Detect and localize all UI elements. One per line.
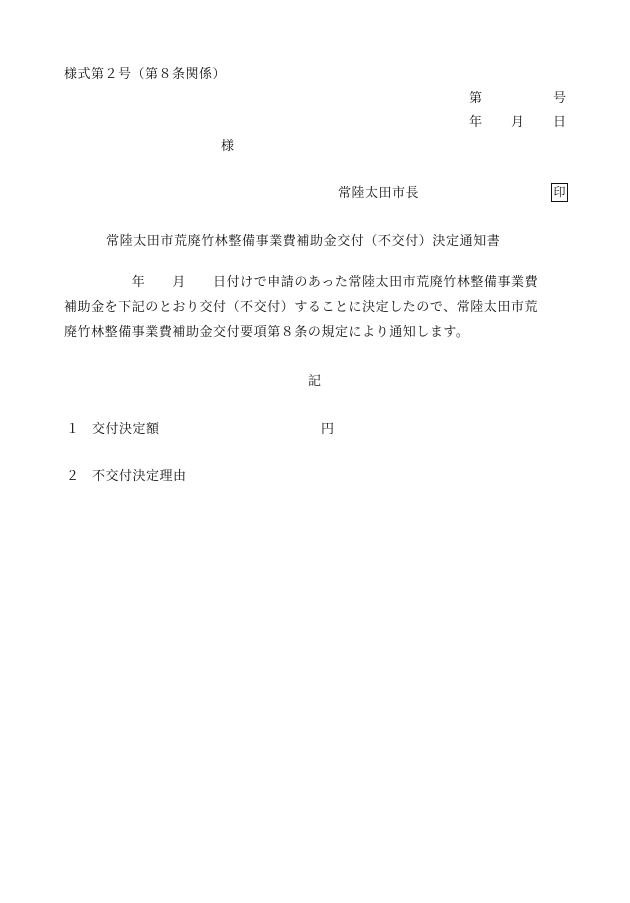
date-month: 月 bbox=[511, 115, 525, 130]
document-title: 常陸太田市荒廃竹林整備事業費補助金交付（不交付）決定通知書 bbox=[106, 234, 501, 249]
date-year: 年 bbox=[469, 115, 483, 130]
addressee-honorific: 様 bbox=[221, 139, 235, 154]
body-paragraph bbox=[64, 270, 569, 345]
item-2-number: ２ bbox=[66, 469, 80, 484]
body-line-1: 年 月 日付けで申請のあった常陸太田市荒廃竹林整備事業費 bbox=[64, 275, 539, 290]
item-1-number: １ bbox=[66, 422, 80, 437]
item-2-label: 不交付決定理由 bbox=[92, 469, 187, 484]
body-line-2: 補助金を下記のとおり交付（不交付）することに決定したので、常陸太田市荒 bbox=[64, 300, 538, 315]
document-number-suffix: 号 bbox=[553, 91, 567, 106]
form-label: 様式第２号（第８条関係） bbox=[64, 67, 227, 82]
issuer-name: 常陸太田市長 bbox=[338, 186, 420, 201]
seal-mark: 印 bbox=[551, 183, 568, 202]
date-day: 日 bbox=[553, 115, 567, 130]
document-number-prefix: 第 bbox=[469, 91, 483, 106]
ki-heading: 記 bbox=[308, 374, 322, 389]
item-1-label: 交付決定額 bbox=[92, 422, 160, 437]
item-1-unit: 円 bbox=[321, 422, 335, 437]
body-line-3: 廃竹林整備事業費補助金交付要項第８条の規定により通知します。 bbox=[64, 325, 470, 340]
